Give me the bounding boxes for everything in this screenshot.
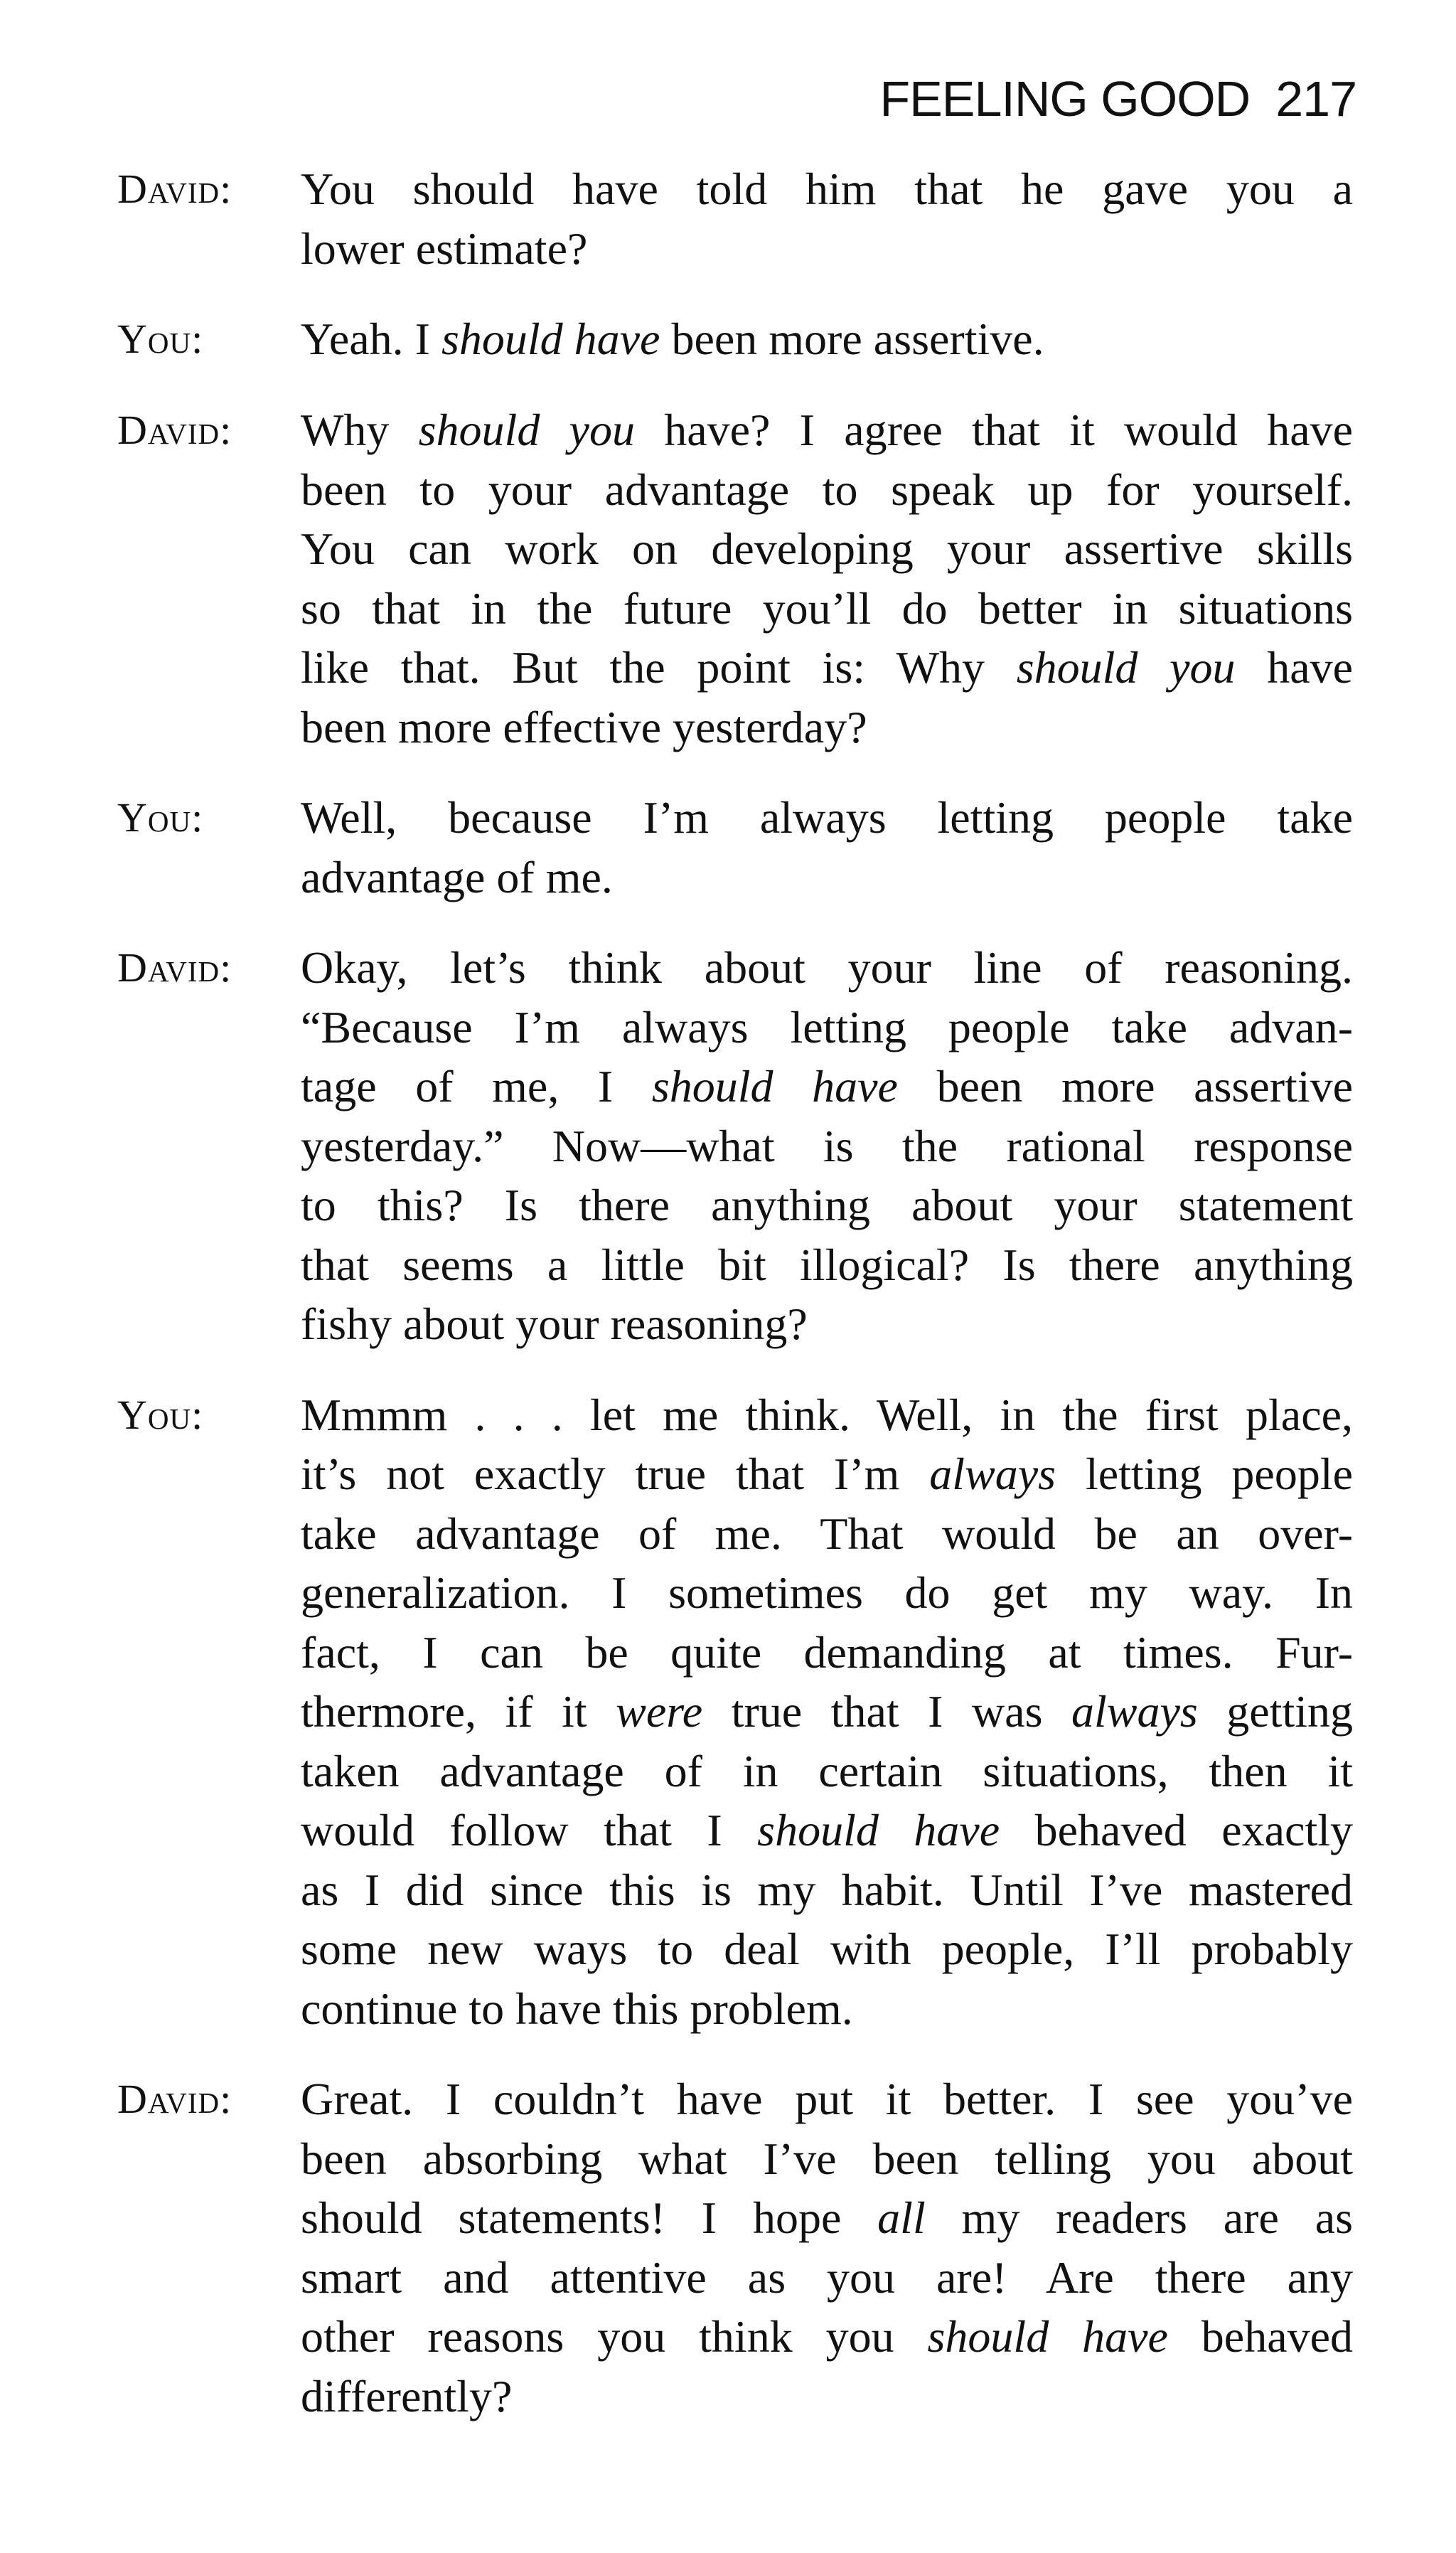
speaker-label: David:: [117, 407, 232, 453]
text-line: generalization. I sometimes do get my way. In: [301, 1567, 1353, 1618]
text-line: yesterday.” Now—what is the rational response: [301, 1120, 1353, 1171]
text-line: as I did since this is my habit. Until I’ve mastered: [301, 1864, 1353, 1915]
text-line: “Because I’m always letting people take advan-: [301, 1001, 1353, 1052]
text-line: Why should you have? I agree that it would have: [301, 405, 1354, 455]
italic-emphasis: should have: [927, 2311, 1168, 2362]
italic-emphasis: should you: [418, 405, 635, 455]
dialogue-turn: [117, 400, 1358, 757]
dialogue-turn: [117, 159, 1358, 278]
italic-emphasis: always: [929, 1449, 1056, 1499]
italic-emphasis: always: [1071, 1686, 1198, 1737]
text-line: should statements! I hope all my readers are as: [301, 2192, 1353, 2243]
speech-text: [301, 2069, 1353, 2426]
speaker-label: David:: [117, 166, 232, 212]
speaker-label: You:: [117, 316, 204, 362]
text-line: so that in the future you’ll do better in situations: [301, 582, 1353, 634]
dialogue-turn: [117, 1385, 1358, 2039]
text-line: would follow that I should have behaved exactly: [301, 1805, 1354, 1855]
speaker-label: David:: [117, 944, 232, 991]
text-line: Well, because I’m always letting people take: [301, 792, 1353, 843]
running-head-title: FEELING GOOD: [879, 71, 1251, 127]
text-line: lower estimate?: [301, 223, 588, 274]
text-line: Great. I couldn’t have put it better. I see you’ve: [301, 2074, 1353, 2124]
speech-text: [301, 159, 1353, 278]
italic-emphasis: all: [877, 2192, 926, 2243]
text-line: differently?: [301, 2370, 513, 2421]
dialogue-turn: [117, 938, 1358, 1354]
text-line: tage of me, I should have been more assertive: [301, 1061, 1353, 1112]
speech-text: [301, 788, 1353, 907]
text-line: smart and attentive as you are! Are there any: [301, 2251, 1353, 2303]
page-number: 217: [1275, 71, 1356, 127]
text-line: been absorbing what I’ve been telling you about: [301, 2133, 1353, 2184]
text-line: to this? Is there anything about your statement: [301, 1180, 1353, 1230]
running-head: [879, 71, 1356, 127]
speech-text: [301, 400, 1353, 757]
text-line: Okay, let’s think about your line of reasoning.: [301, 942, 1353, 993]
speech-text: [301, 309, 1353, 369]
text-line: fact, I can be quite demanding at times. Fur-: [301, 1626, 1353, 1678]
text-line: continue to have this problem.: [301, 1983, 853, 2034]
dialogue-turn: [117, 2069, 1358, 2426]
text-line: fishy about your reasoning?: [301, 1299, 808, 1349]
italic-emphasis: should you: [1016, 642, 1236, 693]
speech-text: [301, 1385, 1353, 2039]
text-line: been to your advantage to speak up for yourself.: [301, 464, 1353, 515]
text-line: Mmmm . . . let me think. Well, in the first place,: [301, 1389, 1353, 1440]
speaker-label: You:: [117, 1391, 204, 1438]
text-line: take advantage of me. That would be an over-: [301, 1508, 1353, 1559]
speaker-label: You:: [117, 794, 204, 841]
dialogue-turn: [117, 309, 1358, 369]
text-line: like that. But the point is: Why should you have: [301, 642, 1354, 693]
speech-text: [301, 938, 1353, 1354]
text-line: thermore, if it were true that I was always getting: [301, 1686, 1354, 1737]
text-line: You should have told him that he gave you a: [301, 164, 1353, 214]
text-line: advantage of me.: [301, 851, 613, 902]
text-line: it’s not exactly true that I’m always letting people: [301, 1449, 1354, 1499]
text-line: You can work on developing your assertive skills: [301, 523, 1353, 574]
text-line: taken advantage of in certain situations, then it: [301, 1745, 1353, 1796]
speaker-label: David:: [117, 2076, 232, 2122]
italic-emphasis: should have: [651, 1061, 898, 1112]
text-line: some new ways to deal with people, I’ll probably: [301, 1924, 1353, 1974]
text-line: that seems a little bit illogical? Is there anything: [301, 1239, 1353, 1290]
dialogue-turn: [117, 788, 1358, 907]
italic-emphasis: were: [616, 1686, 703, 1737]
italic-emphasis: should have: [441, 314, 660, 364]
italic-emphasis: should have: [757, 1805, 1000, 1855]
dialogue: [117, 159, 1358, 2457]
text-line: Yeah. I should have been more assertive.: [301, 314, 1044, 364]
text-line: other reasons you think you should have behaved: [301, 2311, 1354, 2362]
text-line: been more effective yesterday?: [301, 701, 867, 752]
